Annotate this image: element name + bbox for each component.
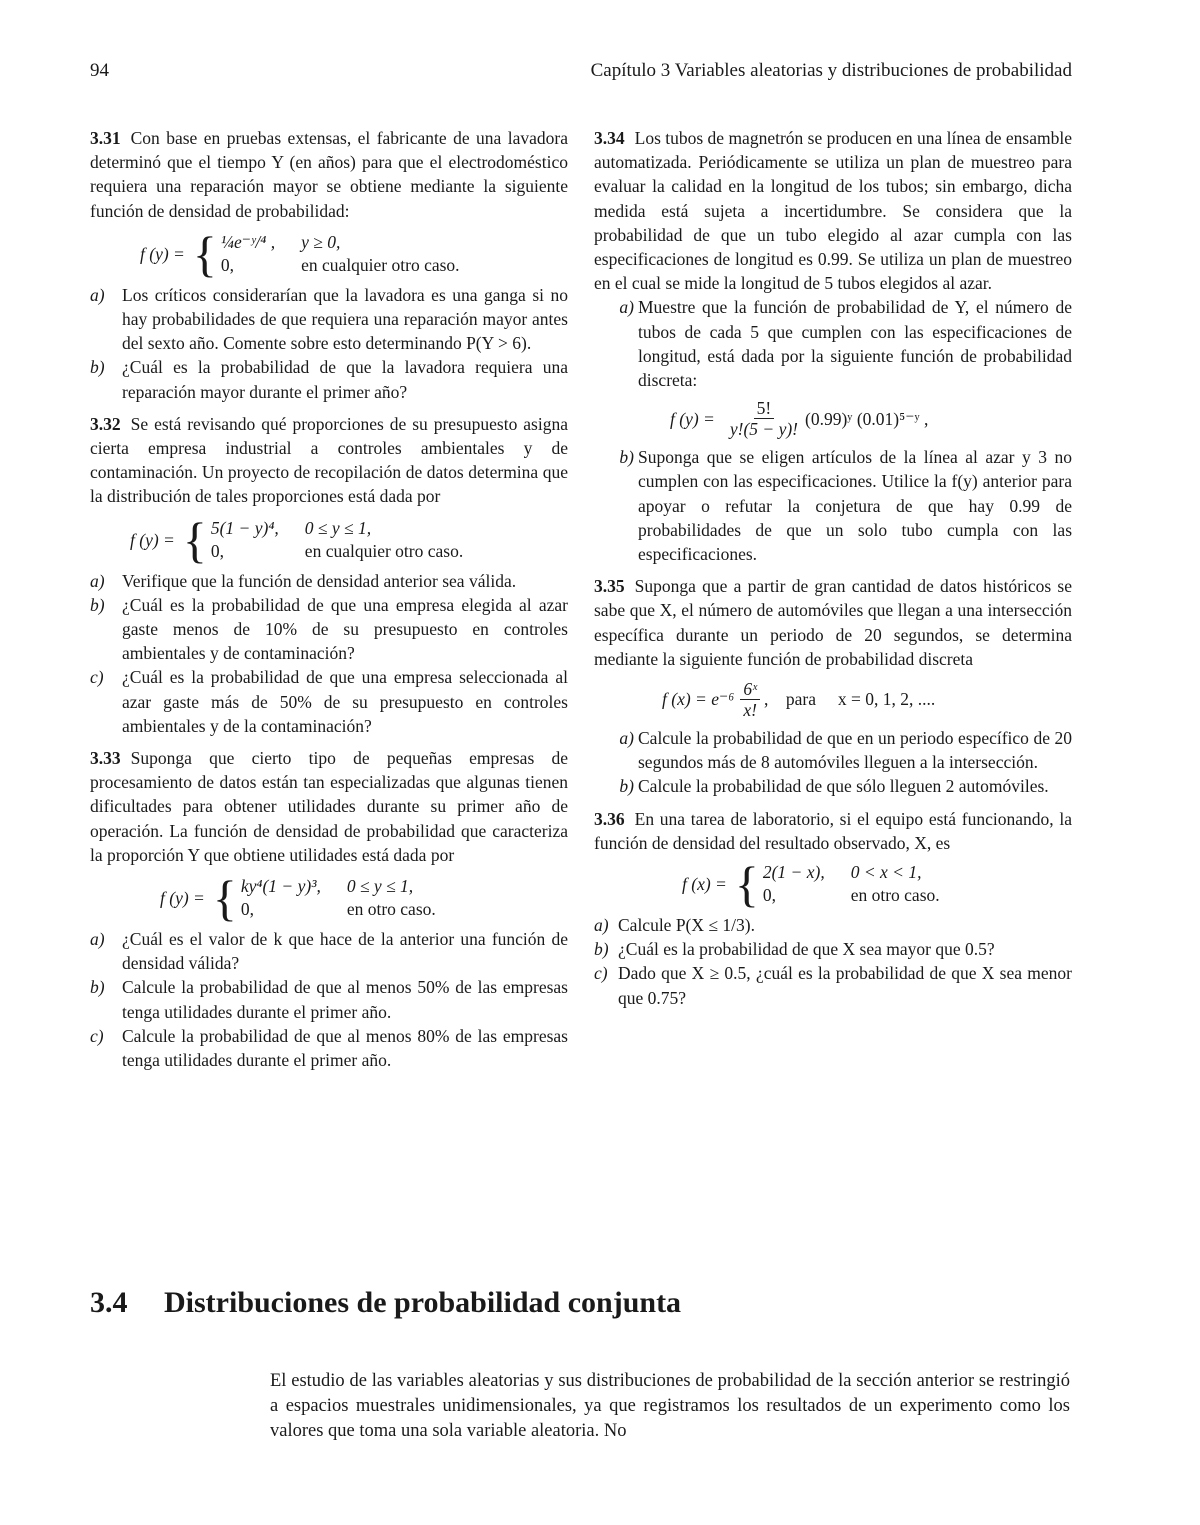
equation-3-34: f (y) = $\frac{5!}{y!(5 - y)!}$ (0.99)ʸ (0.01)⁵⁻ʸ , — [670, 398, 929, 440]
section-title: Distribuciones de probabilidad conjunta — [164, 1286, 682, 1319]
item-3-33-a: a) ¿Cuál es el valor de k que hace de la anterior una función de densidad válida? — [90, 929, 568, 974]
page-number: 94 — [90, 60, 109, 81]
item-3-35-b: b) Calcule la probabilidad de que sólo lleguen 2 automóviles. — [619, 776, 1049, 797]
left-brace: { — [734, 856, 759, 913]
section-intro: El estudio de las variables aleatorias y sus distribuciones de probabilidad de la sección anterior se restringió a espacios muestrales unidimensionales, ya que registramos los resultados de un experimento como los valores que toma una sola variable aleatoria. No — [270, 1370, 1070, 1441]
item-3-31-a: a) Los críticos considerarían que la lavadora es una ganga si no hay probabilidades de que requiera una reparación mayor antes del sexto año. Comente sobre esto determinando P(Y > 6). — [90, 284, 568, 354]
problem-3-36: 3.36 En una tarea de laboratorio, si el equipo está funcionando, la función de densidad del resultado observado, X, es — [594, 808, 1072, 853]
item-3-32-b: b) ¿Cuál es la probabilidad de que una empresa elegida al azar gaste menos de 10% de su presupuesto en controles ambientales y de contaminación? — [90, 594, 568, 664]
problem-3-35: 3.35 Suponga que a partir de gran cantidad de datos históricos se sabe que X, el número de automóviles que llegan a una intersección específica durante un periodo de 20 segundos, se determina mediante la siguiente función de probabilidad discreta — [594, 576, 1072, 669]
equation-3-33: f (y) = { ky⁴(1 − y)³, 0 ≤ y ≤ 1, 0, en otro caso. — [160, 870, 436, 927]
problem-3-32: 3.32 Se está revisando qué proporciones de su presupuesto asigna cierta empresa industrial a controles ambientales y de contaminación. Un proyecto de recopilación de datos determina que la distribución de tales proporciones está dada por — [90, 413, 568, 507]
left-brace: { — [192, 225, 217, 282]
item-3-31-b: b) ¿Cuál es la probabilidad de que la lavadora requiera una reparación mayor durante el primer año? — [90, 357, 568, 402]
equation-3-35: f (x) = e⁻⁶ $\frac{\text{6ˣ}}{x!}$ , para x = 0, 1, 2, .... — [662, 679, 936, 721]
problem-3-34: 3.34 Los tubos de magnetrón se producen en una línea de ensamble automatizada. Periódicamente se utiliza un plan de muestreo para evaluar la calidad en la longitud de los tubos; sin embargo, dicha medida está sujeta a incertidumbre. Se considera que la probabilidad de que un tubo elegido al azar cumpla con las especificaciones de longitud es 0.99. Se utiliza un plan de muestreo en el cual se mide la longitud de 5 tubos elegidos al azar. — [594, 128, 1072, 294]
item-3-36-a: a) Calcule P(X ≤ 1/3). — [594, 915, 755, 936]
problem-3-33: 3.33 Suponga que cierto tipo de pequeñas empresas de procesamiento de datos están tan especializadas que algunas tienen dificultades para obtener utilidades durante su primer año de operación. La función de densidad de probabilidad que caracteriza la proporción Y que obtiene utilidades está dada por — [90, 748, 568, 865]
left-brace: { — [182, 511, 207, 568]
item-3-36-c: c) Dado que X ≥ 0.5, ¿cuál es la probabilidad de que X sea menor que 0.75? — [594, 963, 1072, 1008]
problem-3-31: 3.31 Con base en pruebas extensas, el fabricante de una lavadora determinó que el tiempo Y (en años) para que el electrodoméstico requiera una reparación mayor se obtiene mediante la siguiente función de densidad de probabilidad: — [90, 128, 568, 221]
equation-3-31: f (y) = { ¼e⁻ʸ/⁴ , y ≥ 0, 0, en cualquier otro caso. — [140, 225, 460, 282]
item-3-33-b: b) Calcule la probabilidad de que al menos 50% de las empresas tenga utilidades durante el primer año. — [90, 977, 568, 1022]
item-3-32-c: c) ¿Cuál es la probabilidad de que una empresa seleccionada al azar gaste más de 50% de su presupuesto en controles ambientales y de la contaminación? — [90, 667, 568, 736]
left-brace: { — [212, 870, 237, 927]
right-column — [594, 126, 1072, 1010]
left-column — [90, 126, 568, 1072]
equation-3-36: f (x) = { 2(1 − x), 0 < x < 1, 0, en otro caso. — [682, 856, 940, 913]
item-3-33-c: c) Calcule la probabilidad de que al menos 80% de las empresas tenga utilidades durante el primer año. — [90, 1025, 568, 1071]
equation-3-32: f (y) = { 5(1 − y)⁴, 0 ≤ y ≤ 1, 0, en cualquier otro caso. — [130, 511, 464, 568]
section-heading — [90, 1286, 681, 1320]
item-3-34-a: a) Muestre que la función de probabilidad de Y, el número de tubos de cada 5 que cumplen con las especificaciones de longitud, está dada por la siguiente función de probabilidad discreta: — [619, 297, 1072, 391]
item-3-34-b: b) Suponga que se eligen artículos de la línea al azar y 3 no cumplen con las especificaciones. Utilice la f(y) anterior para apoyar o refutar la conjetura de que hay 0.99 de probabilidades de que un solo tubo cumpla con las especificaciones. — [619, 447, 1072, 565]
item-3-32-a: a) Verifique que la función de densidad anterior sea válida. — [90, 570, 517, 591]
section-number: 3.4 — [90, 1286, 128, 1319]
item-3-35-a: a) Calcule la probabilidad de que en un periodo específico de 20 segundos más de 8 automóviles lleguen a la intersección. — [619, 728, 1072, 773]
item-3-36-b: b) ¿Cuál es la probabilidad de que X sea mayor que 0.5? — [594, 939, 995, 960]
running-title: Capítulo 3 Variables aleatorias y distribuciones de probabilidad — [590, 60, 1072, 81]
